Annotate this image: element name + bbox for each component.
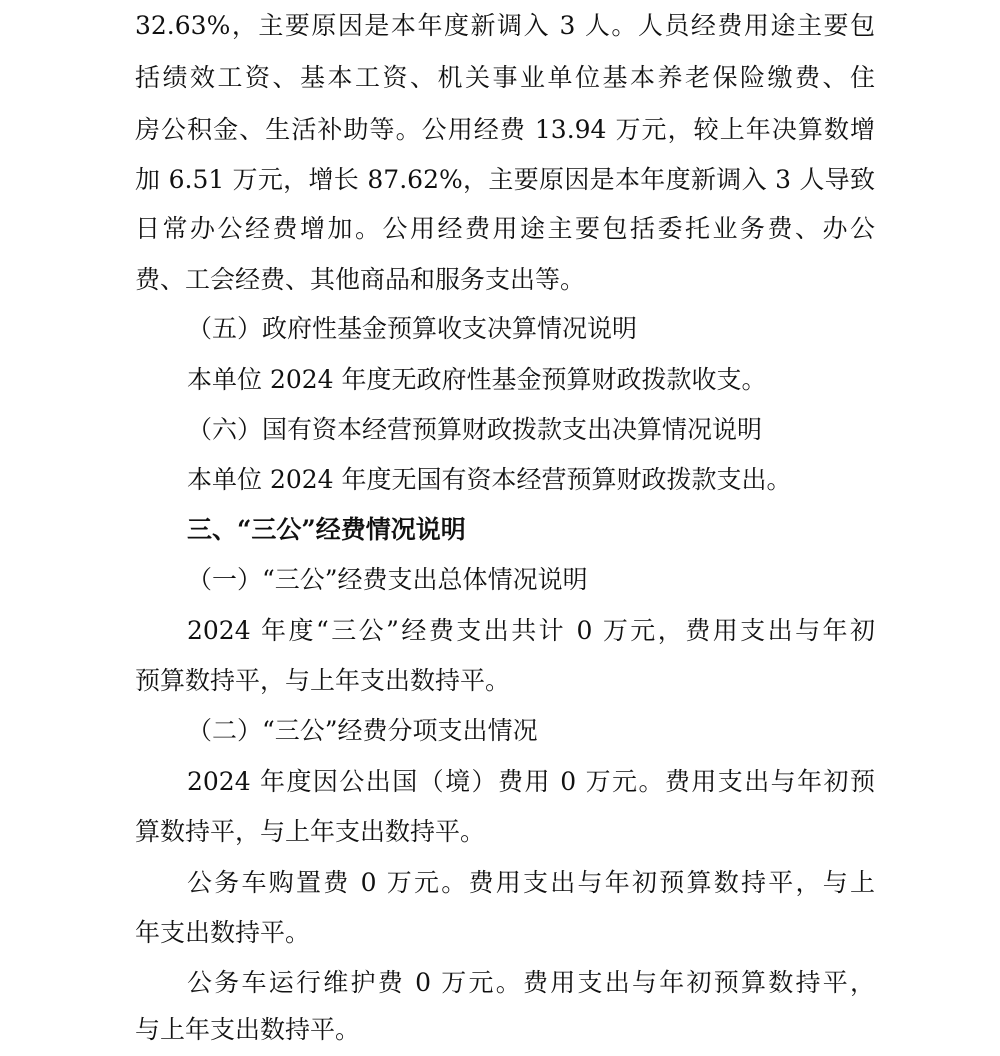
body-line: 2024 年度“三公”经费支出共计 0 万元，费用支出与年初 <box>187 616 875 645</box>
body-line: 年支出数持平。 <box>135 918 311 947</box>
body-line: 与上年支出数持平。 <box>135 1015 361 1044</box>
body-line: 本单位 2024 年度无国有资本经营预算财政拨款支出。 <box>187 465 792 494</box>
body-line: 本单位 2024 年度无政府性基金预算财政拨款收支。 <box>187 365 767 394</box>
section-heading: （一）“三公”经费支出总体情况说明 <box>187 565 588 594</box>
body-line: 公务车购置费 0 万元。费用支出与年初预算数持平，与上 <box>187 868 875 897</box>
chapter-heading: 三、“三公”经费情况说明 <box>187 515 466 544</box>
body-line: 加 6.51 万元，增长 87.62%，主要原因是本年度新调入 3 人导致 <box>135 165 875 194</box>
body-line: 日常办公经费增加。公用经费用途主要包括委托业务费、办公 <box>135 214 875 243</box>
body-line: 算数持平，与上年支出数持平。 <box>135 817 486 846</box>
body-line: 公务车运行维护费 0 万元。费用支出与年初预算数持平， <box>187 968 875 997</box>
body-line: 预算数持平，与上年支出数持平。 <box>135 666 511 695</box>
body-line: 房公积金、生活补助等。公用经费 13.94 万元，较上年决算数增 <box>135 115 875 144</box>
body-line: 费、工会经费、其他商品和服务支出等。 <box>135 265 586 294</box>
section-heading: （六）国有资本经营预算财政拨款支出决算情况说明 <box>187 415 763 444</box>
body-line: 括绩效工资、基本工资、机关事业单位基本养老保险缴费、住 <box>135 63 875 92</box>
section-heading: （二）“三公”经费分项支出情况 <box>187 716 538 745</box>
body-line: 32.63%，主要原因是本年度新调入 3 人。人员经费用途主要包 <box>135 11 875 40</box>
section-heading: （五）政府性基金预算收支决算情况说明 <box>187 314 638 343</box>
body-line: 2024 年度因公出国（境）费用 0 万元。费用支出与年初预 <box>187 767 875 796</box>
